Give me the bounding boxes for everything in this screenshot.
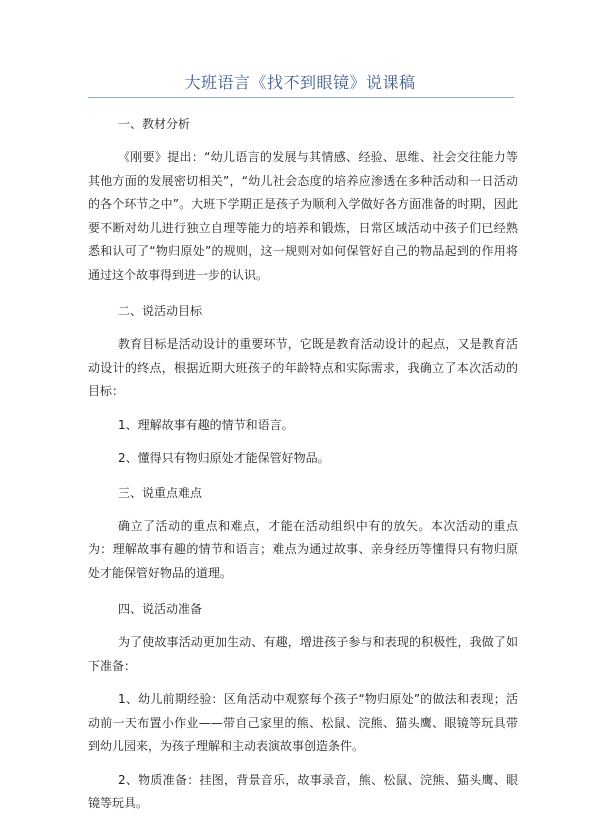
section-heading-2: 二、说活动目标 bbox=[118, 304, 203, 318]
section-heading-1: 一、教材分析 bbox=[118, 117, 191, 131]
list-item: 2、物质准备：挂图，背景音乐，故事录音，熊、松鼠、浣熊、猫头鹰、眼镜等玩具。 bbox=[88, 772, 518, 810]
document-title: 大班语言《找不到眼镜》说课稿 bbox=[184, 73, 416, 92]
paragraph: 《刚要》提出：“幼儿语言的发展与其情感、经验、思维、社会交往能力等其他方面的发展密切相关”，“幼儿社会态度的培养应渗透在多种活动和一日活动的各个环节之中”。大班下学期正是孩子为顺利入学做好各方面准备的时期，因此要不断对幼儿进行独立自理等能力的培养和锻炼，日常区域活动中孩子们已经熟悉和认可了“物归原处”的规则，这一规则对如何保管好自己的物品起到的作用将通过这个故事得到进一步的认识。 bbox=[88, 150, 518, 282]
paragraph: 确立了活动的重点和难点，才能在活动组织中有的放矢。本次活动的重点为：理解故事有趣的情节和语言；难点为通过故事、亲身经历等懂得只有物归原处才能保管好物品的道理。 bbox=[88, 518, 518, 580]
list-item: 1、幼儿前期经验：区角活动中观察每个孩子“物归原处”的做法和表现；活动前一天布置小作业——带自己家里的熊、松鼠、浣熊、猫头鹰、眼镜等玩具带到幼儿园来，为孩子理解和主动表演故事创造条件。 bbox=[88, 692, 518, 753]
paragraph: 为了使故事活动更加生动、有趣，增进孩子参与和表现的积极性，我做了如下准备： bbox=[88, 635, 518, 673]
section-heading-4: 四、说活动准备 bbox=[118, 602, 203, 616]
document-body bbox=[88, 112, 518, 816]
section-heading-3: 三、说重点难点 bbox=[118, 485, 203, 500]
list-item: 1、理解故事有趣的情节和语言。 bbox=[118, 417, 294, 432]
title-underline bbox=[88, 97, 514, 98]
paragraph: 教育目标是活动设计的重要环节，它既是教育活动设计的起点，又是教育活动设计的终点，根据近期大班孩子的年龄特点和实际需求，我确立了本次活动的目标： bbox=[88, 337, 518, 398]
list-item: 2、懂得只有物归原处才能保管好物品。 bbox=[118, 451, 330, 465]
